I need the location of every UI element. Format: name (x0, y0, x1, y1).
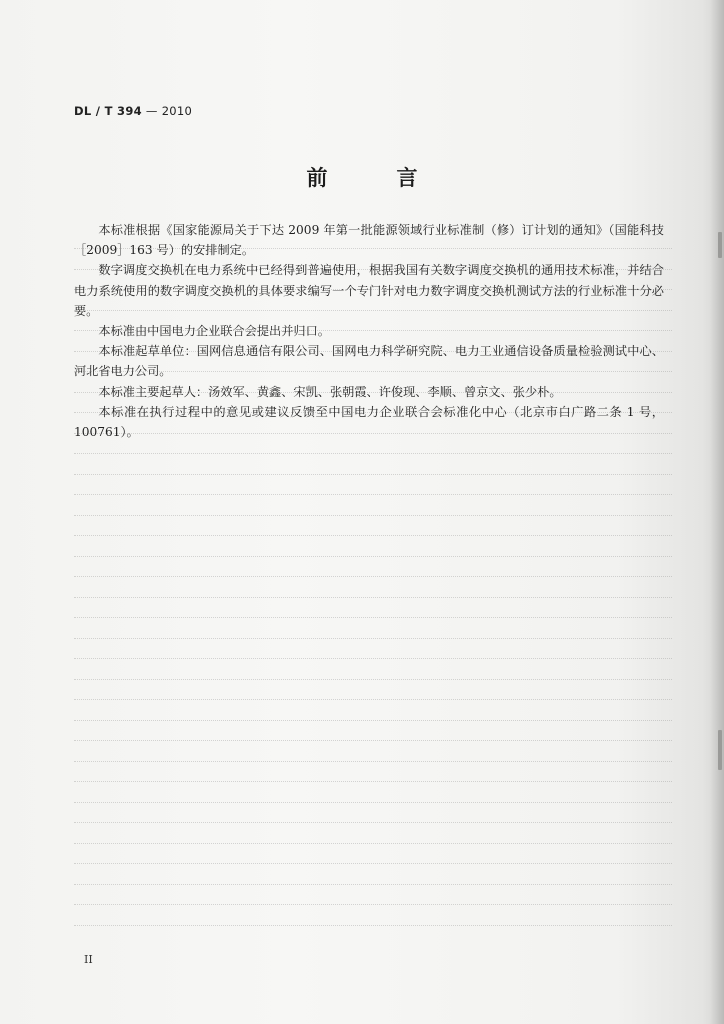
page-edge-shadow (710, 0, 724, 1024)
bleed-through-line (74, 587, 672, 598)
bleed-through-line (74, 689, 672, 700)
bleed-through-line (74, 812, 672, 823)
bleed-through-line (74, 915, 672, 926)
page-number: II (84, 953, 93, 966)
bleed-through-line (74, 546, 672, 557)
bleed-through-line (74, 771, 672, 782)
paragraph: 本标准起草单位：国网信息通信有限公司、国网电力科学研究院、电力工业通信设备质量检验测试中心、河北省电力公司。 (74, 344, 664, 379)
bleed-through-line (74, 443, 672, 454)
bleed-through-line (74, 525, 672, 536)
binding-mark (718, 730, 722, 770)
header-separator: — (145, 104, 158, 118)
bleed-through-line (74, 833, 672, 844)
page-title: 前 言 (306, 165, 442, 190)
bleed-through-line (74, 607, 672, 618)
paragraph: 本标准由中国电力企业联合会提出并归口。 (98, 324, 330, 339)
bleed-through-line (74, 874, 672, 885)
paragraph: 本标准主要起草人：汤效军、黄鑫、宋凯、张朝霞、许俊现、李顺、曾京文、张少朴。 (98, 384, 562, 399)
paragraph: 数字调度交换机在电力系统中已经得到普遍使用，根据我国有关数字调度交换机的通用技术标准，并结合电力系统使用的数字调度交换机的具体要求编写一个专门针对电力数字调度交换机测试方法的行业标准十分必要。 (74, 263, 664, 318)
paragraph: 本标准在执行过程中的意见或建议反馈至中国电力企业联合会标准化中心（北京市白广路二条 1 号，100761）。 (74, 404, 664, 440)
bleed-through-line (74, 464, 672, 475)
bleed-through-line (74, 648, 672, 659)
standard-header (74, 104, 192, 118)
bleed-through-line (74, 792, 672, 803)
binding-mark (718, 232, 722, 258)
foreword-body (74, 220, 664, 442)
bleed-through-line (74, 853, 672, 864)
bleed-through-line (74, 669, 672, 680)
bleed-through-line (74, 505, 672, 516)
paragraph: 本标准根据《国家能源局关于下达 2009 年第一批能源领域行业标准制（修）订计划的通知》（国能科技［2009］163 号）的安排制定。 (74, 223, 664, 258)
standard-year: 2010 (161, 104, 193, 118)
standard-code: DL / T 394 (74, 104, 142, 118)
bleed-through-line (74, 710, 672, 721)
bleed-through-line (74, 484, 672, 495)
bleed-through-line (74, 751, 672, 762)
bleed-through-line (74, 894, 672, 905)
bleed-through-line (74, 566, 672, 577)
bleed-through-line (74, 730, 672, 741)
bleed-through-line (74, 628, 672, 639)
